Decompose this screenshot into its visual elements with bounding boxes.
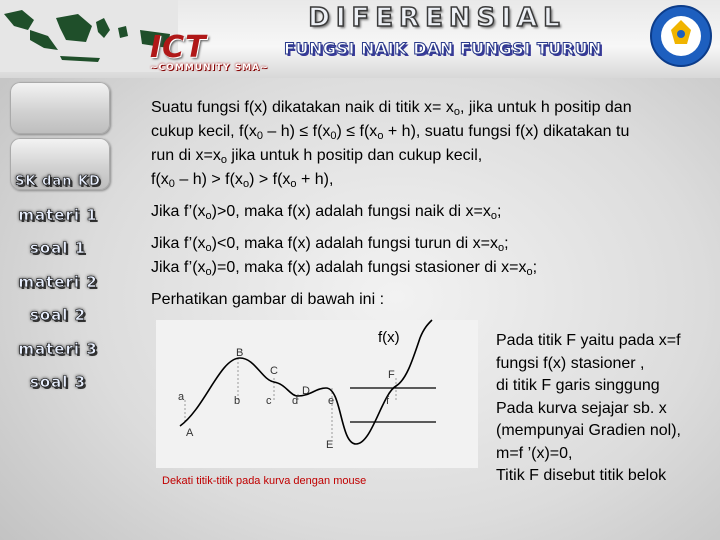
page-title: DIFERENSIAL bbox=[308, 3, 566, 33]
definition-line-3: run di $x=x_o$ jika untuk h positip dan cukup kecil, bbox=[151, 147, 483, 166]
ict-logo-text: ICT bbox=[150, 30, 207, 65]
sidebar-item-materi-2[interactable]: materi 2 bbox=[18, 273, 98, 291]
explanation-line: fungsi f(x) stasioner , bbox=[496, 354, 645, 372]
point-label[interactable]: b bbox=[234, 395, 241, 407]
header bbox=[0, 0, 720, 78]
rule-decreasing: Jika $f’(x_o)<0$, maka f(x) adalah fungsi turun di $x=x_o$; bbox=[151, 235, 509, 254]
point-label[interactable]: B bbox=[236, 347, 244, 359]
sidebar-item-materi-3[interactable]: materi 3 bbox=[18, 340, 98, 358]
point-label[interactable]: f bbox=[386, 395, 390, 407]
explanation-text bbox=[496, 330, 716, 488]
rule-stationary: Jika $f’(x_o)=0$, maka f(x) adalah fungsi stasioner di $x=x_o$; bbox=[151, 259, 538, 278]
page-subtitle: FUNGSI NAIK DAN FUNGSI TURUN bbox=[284, 38, 602, 58]
explanation-line: Pada titik F yaitu pada x=f bbox=[496, 332, 681, 349]
explanation-line: m=f ’(x)=0, bbox=[496, 444, 573, 462]
explanation-line: (mempunyai Gradien nol), bbox=[496, 422, 681, 439]
sidebar-item-soal-3[interactable]: soal 3 bbox=[29, 373, 87, 391]
point-label[interactable]: A bbox=[186, 427, 194, 439]
sidebar-item-sk-dan-kd[interactable]: SK dan KD bbox=[15, 173, 101, 189]
point-label[interactable]: F bbox=[388, 369, 395, 381]
explanation-line: Pada kurva sejajar sb. x bbox=[496, 399, 667, 417]
sidebar-item-soal-2[interactable]: soal 2 bbox=[29, 306, 87, 324]
point-label[interactable]: E bbox=[326, 439, 334, 451]
community-text: ~COMMUNITY SMA~ bbox=[150, 63, 269, 73]
sidebar-item-soal-1[interactable]: soal 1 bbox=[29, 239, 87, 257]
point-label[interactable]: a bbox=[178, 391, 185, 403]
definition-line-2: cukup kecil, $f(x_0 - h) \le f(x_0) \le f(x_o + h)$, suatu fungsi f(x) dikatakan tu bbox=[151, 123, 630, 142]
point-label[interactable]: C bbox=[270, 365, 278, 377]
definition-line-1: Suatu fungsi f(x) dikatakan naik di titik $x= x_o$, jika untuk h positip dan bbox=[151, 99, 632, 118]
point-label[interactable]: c bbox=[266, 395, 272, 407]
function-graph[interactable] bbox=[150, 318, 490, 490]
instruction-text: Perhatikan gambar di bawah ini : bbox=[151, 291, 385, 308]
sidebar-panel bbox=[10, 82, 110, 134]
point-label[interactable]: e bbox=[328, 395, 335, 407]
sidebar-item-materi-1[interactable]: materi 1 bbox=[18, 206, 98, 224]
sidebar bbox=[0, 80, 122, 540]
definition-line-4: $f(x_0 - h) > f(x_o) > f(x_o + h)$, bbox=[151, 171, 334, 190]
explanation-line: di titik F garis singgung bbox=[496, 377, 660, 394]
explanation-line: Titik F disebut titik belok bbox=[496, 467, 667, 484]
point-label[interactable]: d bbox=[292, 395, 299, 407]
graph-caption: Dekati titik-titik pada kurva dengan mouse bbox=[162, 475, 367, 487]
ministry-emblem-icon bbox=[647, 4, 715, 70]
rule-increasing: Jika $f’(x_o)>0$, maka f(x) adalah fungsi naik di $x=x_o$; bbox=[151, 203, 502, 222]
function-label: f(x) bbox=[378, 329, 400, 346]
graph-area bbox=[156, 320, 478, 468]
point-label[interactable]: D bbox=[302, 385, 310, 397]
